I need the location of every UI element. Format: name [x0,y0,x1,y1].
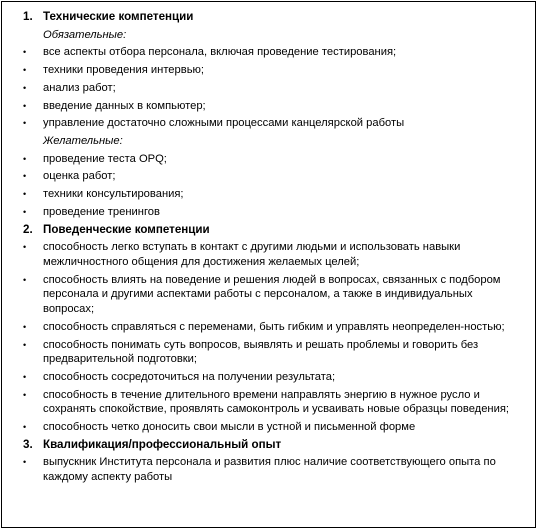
bullet-icon: • [23,82,27,93]
list-item-text: способность четко доносить свои мысли в устной и письменной форме [43,421,416,434]
list-item-text: способность справляться с переменами, быть гибким и управлять неопределен-ностью; [43,320,505,333]
list-item-text: способность влиять на поведение и решения людей в вопросах, связанных с подбором персонала и другими аспектами работы с персоналом, а также в индивидуальных вопросах; [43,273,501,315]
list-item [23,187,525,202]
list-item-text: все аспекты отбора персонала, включая проведение тестирования; [43,46,397,59]
list-item-text: техники проведения интервью; [43,63,205,76]
bullet-icon: • [23,422,27,433]
list-item-text: проведение теста OPQ; [43,152,167,165]
bullet-icon: • [23,339,27,350]
bullet-icon: • [23,64,27,75]
list-item [23,152,525,167]
list-item-text: оценка работ; [43,170,116,183]
list-item-text: способность легко вступать в контакт с другими людьми и использовать навыки межличностного общения для достижения желаемых целей; [43,241,461,268]
section-heading [23,10,525,25]
list-item [23,455,525,484]
section-title: Технические компетенции [43,10,194,23]
list-item-text: техники консультирования; [43,188,184,201]
list-item [23,99,525,114]
document-frame [1,1,536,528]
bullet-icon: • [23,118,27,129]
section-title: Поведенческие компетенции [43,222,210,236]
bullet-icon: • [23,207,27,218]
list-item-text: способность сосредоточиться на получении результата; [43,370,336,383]
section-title: Квалификация/профессиональный опыт [43,437,282,451]
bullet-icon: • [23,274,27,285]
list-item-text: выпускник Института персонала и развития плюс наличие соответствующего опыта по каждому аспекту работы [43,456,496,484]
bullet-icon: • [23,371,27,382]
bullet-icon: • [23,171,27,182]
section-number: 3. [23,437,33,451]
section-number: 1. [23,10,33,23]
list-item [23,273,525,317]
bullet-icon: • [23,457,27,468]
list-item [23,45,525,60]
list-item [23,320,525,335]
list-item [23,388,525,417]
bullet-icon: • [23,47,27,58]
list-item-text: анализ работ; [43,81,116,94]
list-item [23,81,525,96]
list-item [23,205,525,220]
list-item [23,420,525,435]
subsection-label: Обязательные: [43,28,127,41]
list-item [23,169,525,184]
bullet-icon: • [23,153,27,164]
list-item-text: введение данных в компьютер; [43,99,206,112]
list-item [23,63,525,78]
bullet-icon: • [23,100,27,111]
list-item [23,240,525,269]
list-item [23,338,525,367]
section-heading [23,438,525,453]
bullet-icon: • [23,189,27,200]
section-heading [23,223,525,238]
list-item-text: управление достаточно сложными процессами канцелярской работы [43,117,405,130]
bullet-icon: • [23,321,27,332]
list-item-text: способность понимать суть вопросов, выявлять и решать проблемы и говорить без предварительной подготовки; [43,338,479,366]
bullet-icon: • [23,242,27,253]
list-item [23,116,525,131]
list-item-text: способность в течение длительного времени направлять энергию в нужное русло и сохранять спокойствие, проявлять самоконтроль и усваивать новые образцы поведения; [43,388,510,416]
subsection-label: Желательные: [43,135,123,148]
list-item [23,370,525,385]
document-body [2,2,535,485]
list-item-text: проведение тренингов [43,206,160,219]
section-number: 2. [23,222,33,236]
bullet-icon: • [23,389,27,400]
